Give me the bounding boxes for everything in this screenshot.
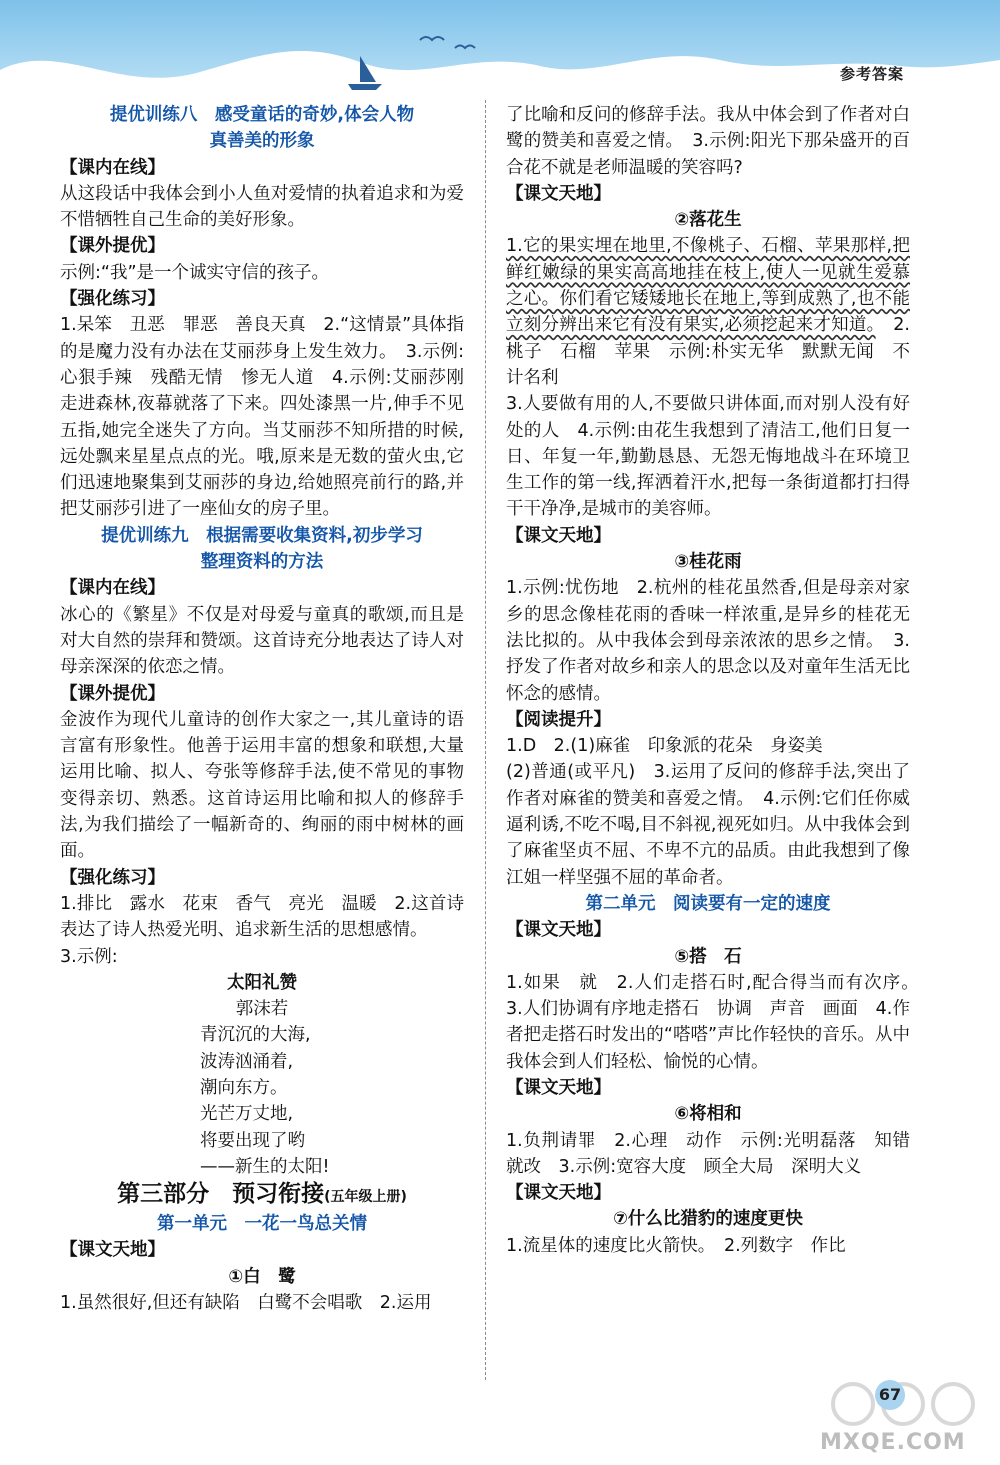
part-title: 第三部分 预习衔接 <box>117 1181 325 1208</box>
section-tag: 【课文天地】 <box>506 1077 611 1098</box>
column-divider <box>485 100 486 1380</box>
lesson-title: ⑦什么比猎豹的速度更快 <box>613 1209 803 1230</box>
lesson-title: ③桂花雨 <box>674 552 742 573</box>
poem-line: 潮向东方。 <box>200 1077 288 1098</box>
section-tag: 【课文天地】 <box>506 525 611 546</box>
section-tag: 【课内在线】 <box>60 578 165 599</box>
section-heading: 第一单元 一花一鸟总关情 <box>157 1214 367 1235</box>
section-tag: 【课文天地】 <box>506 1183 611 1204</box>
poem-line: 光芒万丈地, <box>200 1104 294 1125</box>
section-heading: 第二单元 阅读要有一定的速度 <box>585 893 831 914</box>
section-heading: 提优训练九 根据需要收集资料,初步学习 <box>101 525 423 546</box>
poem-line: ——新生的太阳! <box>200 1156 330 1177</box>
right-column <box>506 102 928 1259</box>
part-heading <box>60 1180 464 1211</box>
lesson-title: ①白 鹭 <box>228 1266 296 1287</box>
answer-paragraph <box>506 233 910 391</box>
lesson-title: ⑥将相和 <box>674 1104 742 1125</box>
answer-paragraph: 从这段话中我体会到小人鱼对爱情的执着追求和为爱不惜牺牲自己生命的美好形象。 <box>60 183 464 231</box>
answer-paragraph: 了比喻和反问的修辞手法。我从中体会到了作者对白鹭的赞美和喜爱之情。 3.示例:阳光下那朵盛开的百合花不就是老师温暖的笑容吗? <box>506 105 910 178</box>
page-number: 67 <box>875 1380 905 1410</box>
lesson-title: ②落花生 <box>674 210 742 231</box>
section-heading: 整理资料的方法 <box>200 552 324 573</box>
answer-paragraph: (2)普通(或平凡) 3.运用了反问的修辞手法,突出了作者对麻雀的赞美和喜爱之情。 4.示例:它们任你威逼利诱,不吃不喝,目不斜视,视死如归。从中我体会到了麻雀坚贞不屈、不卑不亢的品质。由此我想到了像江姐一样坚强不屈的革命者。 <box>506 762 910 888</box>
section-heading: 提优训练八 感受童话的奇妙,体会人物 <box>109 105 415 125</box>
section-tag: 【阅读提升】 <box>506 709 611 730</box>
poem-line: 青沉沉的大海, <box>200 1025 311 1046</box>
section-heading: 真善美的形象 <box>209 131 315 152</box>
section-tag: 【强化练习】 <box>60 867 165 888</box>
watermark-text: MXQE.COM <box>820 1430 966 1455</box>
answer-paragraph: 金波作为现代儿童诗的创作大家之一,其儿童诗的语言富有形象性。他善于运用丰富的想象和联想,大量运用比喻、拟人、夸张等修辞手法,使不常见的事物变得亲切、熟悉。这首诗运用比喻和拟人的修辞手法,为我们描绘了一幅新奇的、绚丽的雨中树林的画面。 <box>60 709 464 862</box>
answer-paragraph: 1.如果 就 2.人们走搭石时,配合得当而有次序。 3.人们协调有序地走搭石 协调 声音 画面 4.作者把走搭石时发出的“嗒嗒”声比作轻快的音乐。从中我体会到人们轻松、愉悦的心情。 <box>506 972 928 1072</box>
page-header <box>0 0 1000 98</box>
answer-paragraph: 1.示例:忧伤地 2.杭州的桂花虽然香,但是母亲对家乡的思念像桂花雨的香味一样浓重,是异乡的桂花无法比拟的。从中我体会到母亲浓浓的思乡之情。 3.抒发了作者对故乡和亲人的思念以及对童年生活无比怀念的感情。 <box>506 578 910 704</box>
left-column <box>60 102 464 1316</box>
answer-text: 2.桃子 石榴 苹果 示例:朴实无华 默默无闻 不计名利 <box>506 315 910 388</box>
header-label: 参考答案 <box>839 65 904 83</box>
answer-paragraph: 3.人要做有用的人,不要做只讲体面,而对别人没有好处的人 4.示例:由花生我想到了清洁工,他们日复一日、年复一年,勤勤恳恳、无怨无悔地战斗在环境卫生工作的第一线,挥洒着汗水,把每一条街道都打扫得干干净净,是城市的美容师。 <box>506 394 910 520</box>
section-tag: 【课外提优】 <box>60 236 165 257</box>
answer-paragraph: 1.负荆请罪 2.心理 动作 示例:光明磊落 知错就改 3.示例:宽容大度 顾全大局 深明大义 <box>506 1130 910 1177</box>
section-tag: 【课文天地】 <box>506 183 611 204</box>
section-tag: 【课文天地】 <box>60 1240 165 1261</box>
part-subtitle: (五年级上册) <box>324 1189 407 1206</box>
section-tag: 【课内在线】 <box>60 157 165 178</box>
poem-author: 郭沫若 <box>235 999 289 1020</box>
answer-paragraph: 冰心的《繁星》不仅是对母爱与童真的歌颂,而且是对大自然的崇拜和赞颂。这首诗充分地表达了诗人对母亲深深的依恋之情。 <box>60 604 464 678</box>
poem-line: 将要出现了哟 <box>200 1130 305 1151</box>
underlined-answer: 1.它的果实埋在地里,不像桃子、石榴、苹果那样,把鲜红嫩绿的果实高高地挂在枝上,使人一见就生爱慕之心。你们看它矮矮地长在地上,等到成熟了,也不能立刻分辨出来它有没有果实,必须挖起来才知道。 <box>506 236 910 336</box>
section-tag: 【课文天地】 <box>506 920 611 941</box>
answer-paragraph: 3.示例: <box>60 946 118 967</box>
answer-paragraph: 1.流星体的速度比火箭快。 2.列数字 作比 <box>506 1235 846 1256</box>
answer-paragraph: 1.排比 露水 花束 香气 亮光 温暖 2.这首诗表达了诗人热爱光明、追求新生活的思想感情。 <box>60 893 464 941</box>
answer-paragraph: 示例:“我”是一个诚实守信的孩子。 <box>60 262 330 283</box>
answer-paragraph: 1.呆笨 丑恶 罪恶 善良天真 2.“这情景”具体指的是魔力没有办法在艾丽莎身上发生效力。 3.示例:心狠手辣 残酷无情 惨无人道 4.示例:艾丽莎刚走进森林,夜幕就落了下来。四处漆黑一片,伸手不见五指,她完全迷失了方向。当艾丽莎不知所措的时候,远处飘来星星点点的光。哦,原来是无数的萤火虫,它们迅速地聚集到艾丽莎的身边,给她照亮前行的路,并把艾丽莎引进了一座仙女的房子里。 <box>60 315 464 520</box>
answer-paragraph: 1.虽然很好,但还有缺陷 白鹭不会唱歌 2.运用 <box>60 1293 432 1314</box>
poem-title: 太阳礼赞 <box>227 972 297 993</box>
section-tag: 【强化练习】 <box>60 289 165 310</box>
lesson-title: ⑤搭 石 <box>674 946 742 967</box>
answer-paragraph: 1.D 2.(1)麻雀 印象派的花朵 身姿美 <box>506 736 823 757</box>
poem-line: 波涛汹涌着, <box>200 1051 294 1072</box>
section-tag: 【课外提优】 <box>60 683 165 704</box>
